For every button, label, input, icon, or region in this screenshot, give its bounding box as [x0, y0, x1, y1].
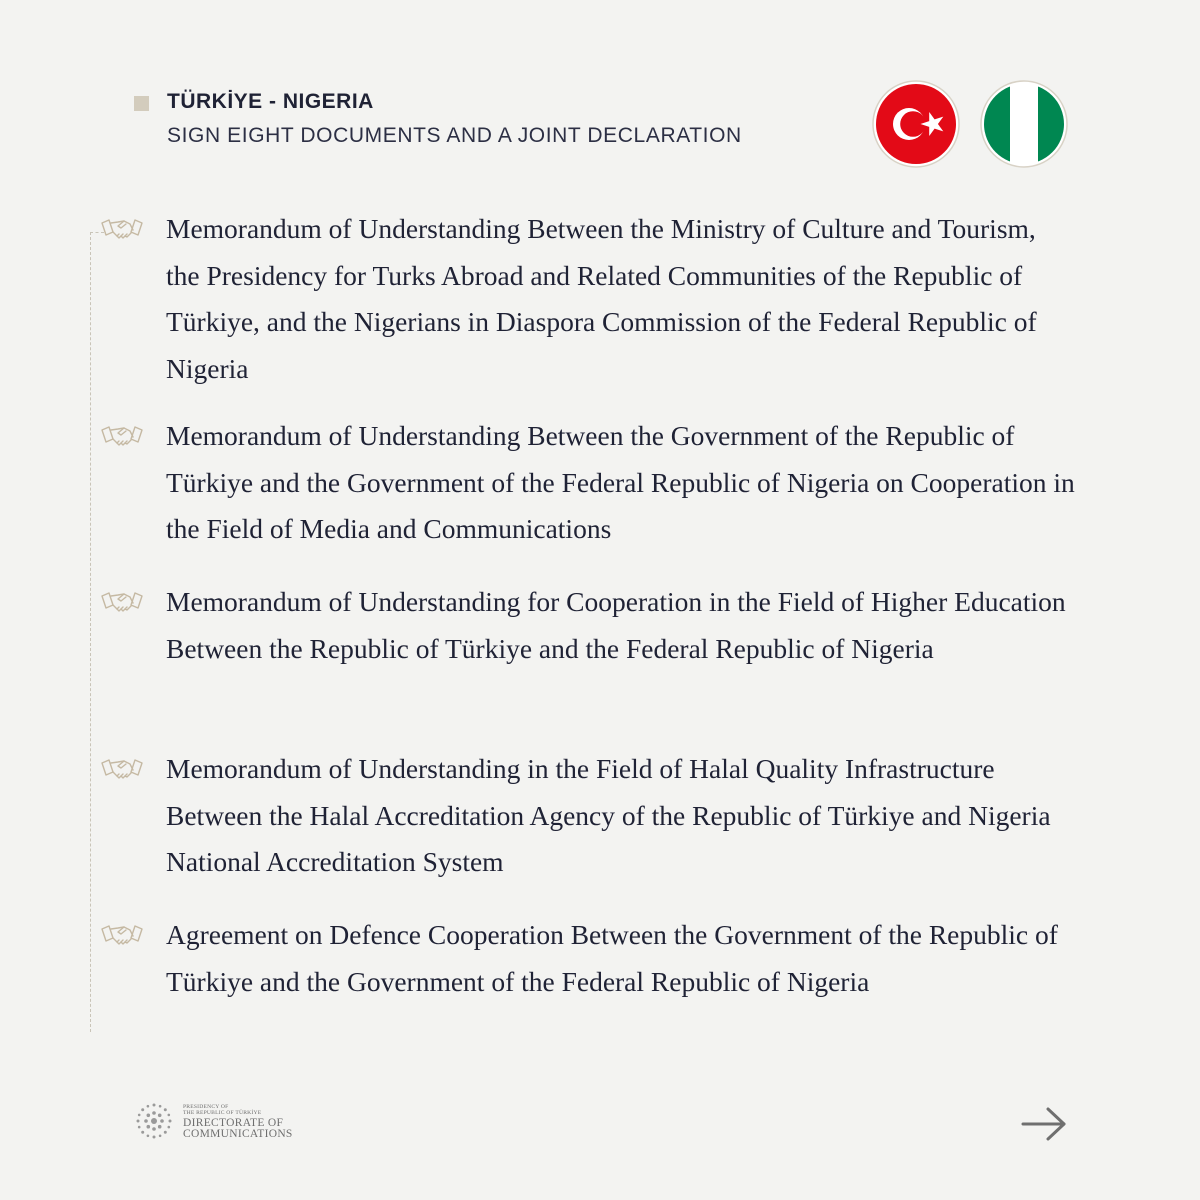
nigeria-flag-icon: [980, 80, 1068, 168]
logo-line-2: THE REPUBLIC OF TÜRKİYE: [183, 1110, 262, 1116]
timeline-line: [90, 232, 91, 1032]
seal-emblem-icon: [133, 1100, 175, 1142]
page-subtitle: SIGN EIGHT DOCUMENTS AND A JOINT DECLARATION: [167, 124, 742, 147]
document-text: Agreement on Defence Cooperation Between the Government of the Republic of Türkiye and the Government of the Federal Republic of Nigeria: [166, 919, 1058, 997]
document-text: Memorandum of Understanding Between the Ministry of Culture and Tourism, the Presidency for Turks Abroad and Related Communities of the Republic of Türkiye, and the Nigerians in Diaspora Commission of the Federal Republic of Nigeria: [166, 213, 1037, 384]
turkey-flag-icon: [872, 80, 960, 168]
arrow-right-icon[interactable]: [1020, 1104, 1068, 1144]
header-square-bullet: [134, 96, 149, 111]
handshake-icon: [100, 920, 144, 950]
handshake-icon: [100, 754, 144, 784]
document-text: Memorandum of Understanding Between the Government of the Republic of Türkiye and the Government of the Federal Republic of Nigeria on Cooperation in the Field of Media and Communications: [166, 420, 1075, 544]
handshake-icon: [100, 214, 144, 244]
logo-line-1: PRESIDENCY OF: [183, 1104, 229, 1110]
document-text: Memorandum of Understanding in the Field of Halal Quality Infrastructure Between the Halal Accreditation Agency of the Republic of Türkiye and Nigeria National Accreditation System: [166, 753, 1051, 877]
page-title: TÜRKİYE - NIGERIA: [167, 90, 374, 113]
handshake-icon: [100, 421, 144, 451]
directorate-logo: [133, 1100, 293, 1144]
document-text: Memorandum of Understanding for Cooperation in the Field of Higher Education Between the Republic of Türkiye and the Federal Republic of Nigeria: [166, 586, 1066, 664]
logo-line-4: COMMUNICATIONS: [183, 1128, 293, 1140]
handshake-icon: [100, 587, 144, 617]
logo-line-3: DIRECTORATE OF: [183, 1117, 284, 1129]
